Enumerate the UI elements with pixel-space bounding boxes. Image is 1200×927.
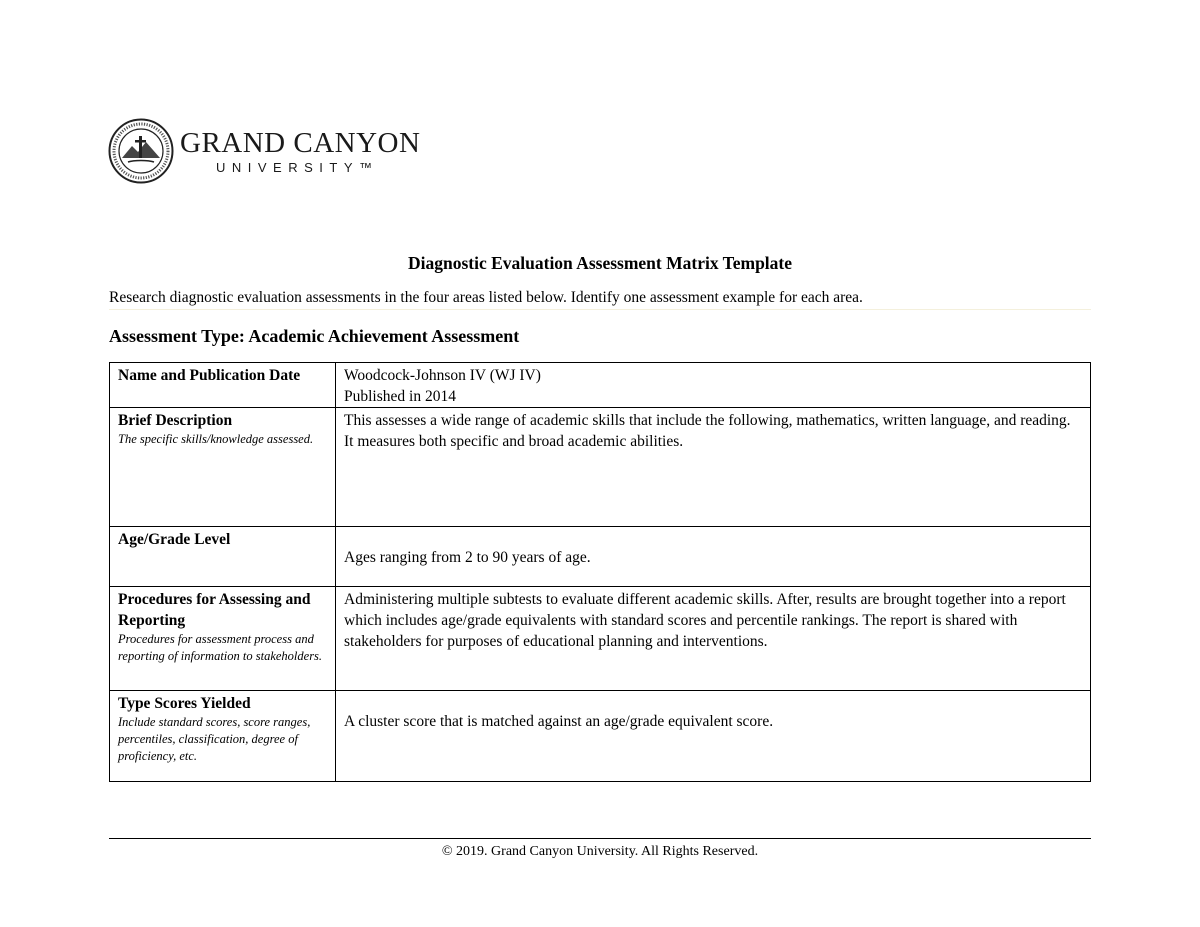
logo-subtitle: UNIVERSITY™ (216, 159, 379, 175)
trademark-symbol: ™ (359, 159, 379, 175)
university-logo (108, 118, 420, 184)
row-label: Type Scores Yielded (118, 695, 251, 712)
row-sublabel: Procedures for assessment process and reporting of information to stakeholders. (118, 632, 323, 663)
row-value-line: Administering multiple subtests to evaluate different academic skills. After, results are brought together into a report which includes age/grade equivalents with standard scores and percentile rankings. The report is shared with stakeholders for purposes of educational planning and interventions. (344, 591, 1066, 650)
row-label-cell (110, 408, 336, 527)
row-value-line: This assesses a wide range of academic skills that include the following, mathematics, written language, and reading. It measures both specific and broad academic abilities. (344, 412, 1071, 450)
row-label: Procedures for Assessing and Reporting (118, 591, 311, 629)
row-value-cell (336, 527, 1091, 587)
row-label-cell (110, 363, 336, 408)
section-heading: Assessment Type: Academic Achievement Assessment (109, 326, 520, 346)
footer-divider (109, 838, 1091, 839)
table-row (110, 587, 1091, 691)
row-sublabel: The specific skills/knowledge assessed. (118, 432, 314, 446)
copyright-footer: © 2019. Grand Canyon University. All Rights Reserved. (441, 844, 759, 859)
page-title: Diagnostic Evaluation Assessment Matrix Template (407, 253, 793, 273)
instructions-text: Research diagnostic evaluation assessments in the four areas listed below. Identify one assessment example for each area. (109, 289, 1091, 310)
table-row (110, 408, 1091, 527)
university-seal-icon (108, 118, 174, 184)
row-value-cell (336, 363, 1091, 408)
table-row (110, 691, 1091, 782)
table-row (110, 363, 1091, 408)
row-label-cell (110, 527, 336, 587)
row-label: Name and Publication Date (118, 367, 301, 384)
row-value-line: Published in 2014 (344, 388, 456, 405)
assessment-matrix-table (109, 362, 1091, 782)
row-label-cell (110, 691, 336, 782)
row-value-cell (336, 587, 1091, 691)
row-label: Age/Grade Level (118, 531, 231, 548)
row-value-cell (336, 691, 1091, 782)
row-value-cell (336, 408, 1091, 527)
row-value-line: A cluster score that is matched against an age/grade equivalent score. (344, 713, 774, 730)
table-row (110, 527, 1091, 587)
row-value-line: Ages ranging from 2 to 90 years of age. (344, 549, 591, 566)
row-label-cell (110, 587, 336, 691)
logo-wordmark: GRAND CANYON (180, 126, 421, 159)
row-label: Brief Description (118, 412, 233, 429)
row-sublabel: Include standard scores, score ranges, percentiles, classification, degree of proficiency, etc. (118, 715, 311, 763)
row-value-line: Woodcock-Johnson IV (WJ IV) (344, 367, 541, 384)
